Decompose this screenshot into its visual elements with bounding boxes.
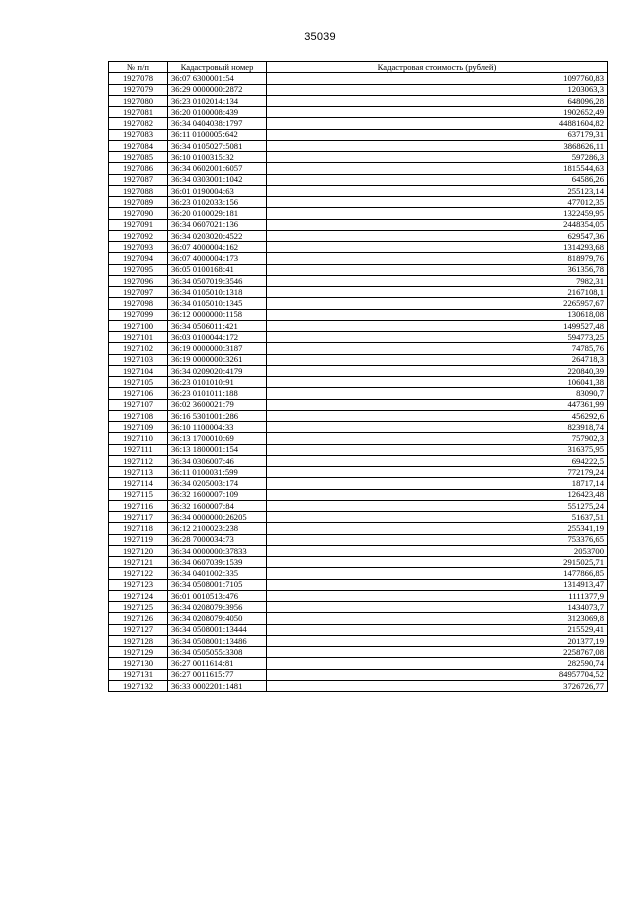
- row-number-cell: 1927115: [109, 489, 168, 500]
- cadastral-value-cell: 551275,24: [267, 500, 608, 511]
- table-row: [109, 287, 608, 298]
- cadastral-value-cell: 694222,5: [267, 455, 608, 466]
- cadastral-value-cell: 456292,6: [267, 410, 608, 421]
- table-row: [109, 455, 608, 466]
- row-number-cell: 1927126: [109, 613, 168, 624]
- table-row: [109, 140, 608, 151]
- table-row: [109, 523, 608, 534]
- cadastral-number-cell: 36:34 0602001:6057: [168, 163, 267, 174]
- table-row: [109, 95, 608, 106]
- cadastral-value-cell: 637179,31: [267, 129, 608, 140]
- cadastral-number-cell: 36:34 0607021:136: [168, 219, 267, 230]
- cadastral-number-cell: 36:28 7000034:73: [168, 534, 267, 545]
- row-number-cell: 1927120: [109, 545, 168, 556]
- row-number-cell: 1927080: [109, 95, 168, 106]
- table-row: [109, 208, 608, 219]
- row-number-cell: 1927079: [109, 84, 168, 95]
- cadastral-value-cell: 84957704,52: [267, 669, 608, 680]
- cadastral-number-cell: 36:01 0010513:476: [168, 590, 267, 601]
- table-row: [109, 129, 608, 140]
- cadastral-number-cell: 36:27 0011614:81: [168, 658, 267, 669]
- table-row: [109, 298, 608, 309]
- cadastral-value-cell: 316375,95: [267, 444, 608, 455]
- page-number: 35039: [304, 31, 336, 43]
- table-row: [109, 489, 608, 500]
- cadastral-number-cell: 36:20 0100008:439: [168, 107, 267, 118]
- table-row: [109, 557, 608, 568]
- cadastral-number-cell: 36:34 0105010:1345: [168, 298, 267, 309]
- cadastral-number-cell: 36:34 0508001:13444: [168, 624, 267, 635]
- table-row: [109, 197, 608, 208]
- cadastral-number-cell: 36:23 0102014:134: [168, 95, 267, 106]
- row-number-cell: 1927111: [109, 444, 168, 455]
- cadastral-number-cell: 36:10 0100315:32: [168, 152, 267, 163]
- cadastral-value-cell: 51637,51: [267, 512, 608, 523]
- table-row: [109, 377, 608, 388]
- table-row: [109, 512, 608, 523]
- cadastral-number-cell: 36:05 0100168:41: [168, 264, 267, 275]
- cadastral-value-cell: 3726726,77: [267, 680, 608, 691]
- row-number-cell: 1927125: [109, 602, 168, 613]
- table-row: [109, 163, 608, 174]
- cadastral-value-cell: 130618,08: [267, 309, 608, 320]
- row-number-cell: 1927078: [109, 73, 168, 84]
- row-number-cell: 1927106: [109, 388, 168, 399]
- cadastral-value-cell: 106041,38: [267, 377, 608, 388]
- cadastral-value-cell: 447361,99: [267, 399, 608, 410]
- table-row: [109, 624, 608, 635]
- cadastral-value-cell: 597286,3: [267, 152, 608, 163]
- table-row: [109, 602, 608, 613]
- table-row: [109, 275, 608, 286]
- row-number-cell: 1927099: [109, 309, 168, 320]
- cadastral-value-cell: 823918,74: [267, 422, 608, 433]
- cadastral-value-cell: 1434073,7: [267, 602, 608, 613]
- table-row: [109, 410, 608, 421]
- cadastral-number-cell: 36:19 0000000:3187: [168, 343, 267, 354]
- cadastral-value-table: [108, 61, 608, 692]
- row-number-cell: 1927081: [109, 107, 168, 118]
- cadastral-value-cell: 772179,24: [267, 467, 608, 478]
- cadastral-number-cell: 36:20 0100029:181: [168, 208, 267, 219]
- cadastral-number-cell: 36:34 0105027:5081: [168, 140, 267, 151]
- table-row: [109, 242, 608, 253]
- row-number-cell: 1927094: [109, 253, 168, 264]
- row-number-cell: 1927114: [109, 478, 168, 489]
- header-row: [109, 62, 608, 73]
- row-number-cell: 1927090: [109, 208, 168, 219]
- table-header: [109, 62, 608, 73]
- row-number-cell: 1927087: [109, 174, 168, 185]
- cadastral-value-cell: 18717,14: [267, 478, 608, 489]
- cadastral-value-cell: 2448354,05: [267, 219, 608, 230]
- cadastral-number-cell: 36:32 1600007:109: [168, 489, 267, 500]
- cadastral-number-cell: 36:34 0203020:4522: [168, 230, 267, 241]
- row-number-cell: 1927093: [109, 242, 168, 253]
- cadastral-value-cell: 1203063,3: [267, 84, 608, 95]
- row-number-cell: 1927098: [109, 298, 168, 309]
- cadastral-value-cell: 2915025,71: [267, 557, 608, 568]
- cadastral-value-cell: 1499527,48: [267, 320, 608, 331]
- row-number-cell: 1927113: [109, 467, 168, 478]
- table-row: [109, 73, 608, 84]
- cadastral-value-cell: 7982,31: [267, 275, 608, 286]
- cadastral-number-cell: 36:02 3600021:79: [168, 399, 267, 410]
- cadastral-number-cell: 36:07 6300001:54: [168, 73, 267, 84]
- table-row: [109, 500, 608, 511]
- cadastral-value-cell: 818979,76: [267, 253, 608, 264]
- cadastral-value-cell: 648096,28: [267, 95, 608, 106]
- cadastral-number-cell: 36:13 1700010:69: [168, 433, 267, 444]
- row-number-cell: 1927128: [109, 635, 168, 646]
- cadastral-number-cell: 36:34 0209020:4179: [168, 365, 267, 376]
- cadastral-number-cell: 36:03 0100044:172: [168, 332, 267, 343]
- cadastral-number-cell: 36:01 0190004:63: [168, 185, 267, 196]
- cadastral-value-cell: 757902,3: [267, 433, 608, 444]
- table-row: [109, 264, 608, 275]
- cadastral-number-cell: 36:34 0306007:46: [168, 455, 267, 466]
- table-row: [109, 613, 608, 624]
- cadastral-value-cell: 629547,36: [267, 230, 608, 241]
- table-row: [109, 399, 608, 410]
- cadastral-value-cell: 477012,35: [267, 197, 608, 208]
- row-number-cell: 1927101: [109, 332, 168, 343]
- cadastral-value-cell: 220840,39: [267, 365, 608, 376]
- row-number-cell: 1927084: [109, 140, 168, 151]
- cadastral-value-cell: 1815544,63: [267, 163, 608, 174]
- row-number-cell: 1927131: [109, 669, 168, 680]
- cadastral-value-cell: 201377,19: [267, 635, 608, 646]
- table-row: [109, 545, 608, 556]
- cadastral-value-cell: 74785,76: [267, 343, 608, 354]
- row-number-cell: 1927123: [109, 579, 168, 590]
- row-number-cell: 1927130: [109, 658, 168, 669]
- row-number-cell: 1927095: [109, 264, 168, 275]
- cadastral-number-cell: 36:29 0000000:2872: [168, 84, 267, 95]
- table-row: [109, 388, 608, 399]
- cadastral-number-cell: 36:23 0101010:91: [168, 377, 267, 388]
- row-number-cell: 1927103: [109, 354, 168, 365]
- cadastral-number-cell: 36:34 0508001:7105: [168, 579, 267, 590]
- table-row: [109, 84, 608, 95]
- row-number-cell: 1927118: [109, 523, 168, 534]
- table-row: [109, 669, 608, 680]
- table-row: [109, 354, 608, 365]
- cadastral-value-cell: 83090,7: [267, 388, 608, 399]
- row-number-cell: 1927109: [109, 422, 168, 433]
- cadastral-value-cell: 594773,25: [267, 332, 608, 343]
- cadastral-value-cell: 255123,14: [267, 185, 608, 196]
- row-number-cell: 1927100: [109, 320, 168, 331]
- cadastral-number-cell: 36:07 4000004:162: [168, 242, 267, 253]
- cadastral-number-cell: 36:27 0011615:77: [168, 669, 267, 680]
- table-body: [109, 73, 608, 692]
- cadastral-number-cell: 36:34 0208079:4050: [168, 613, 267, 624]
- row-number-cell: 1927105: [109, 377, 168, 388]
- table-row: [109, 118, 608, 129]
- cadastral-number-cell: 36:07 4000004:173: [168, 253, 267, 264]
- cadastral-number-cell: 36:34 0506011:421: [168, 320, 267, 331]
- cadastral-number-cell: 36:34 0000000:37833: [168, 545, 267, 556]
- row-number-cell: 1927117: [109, 512, 168, 523]
- cadastral-number-cell: 36:11 0100031:599: [168, 467, 267, 478]
- row-number-cell: 1927110: [109, 433, 168, 444]
- cadastral-value-cell: 126423,48: [267, 489, 608, 500]
- row-number-cell: 1927089: [109, 197, 168, 208]
- table-row: [109, 422, 608, 433]
- table-row: [109, 467, 608, 478]
- cadastral-value-cell: 64586,26: [267, 174, 608, 185]
- cadastral-value-cell: 2167108,1: [267, 287, 608, 298]
- cadastral-value-cell: 1097760,83: [267, 73, 608, 84]
- cadastral-number-cell: 36:13 1800001:154: [168, 444, 267, 455]
- row-number-cell: 1927082: [109, 118, 168, 129]
- cadastral-value-cell: 3123069,8: [267, 613, 608, 624]
- cadastral-value-cell: 1902652,49: [267, 107, 608, 118]
- cadastral-value-cell: 3868626,11: [267, 140, 608, 151]
- cadastral-value-cell: 1314293,68: [267, 242, 608, 253]
- table-row: [109, 332, 608, 343]
- table-row: [109, 230, 608, 241]
- table-row: [109, 647, 608, 658]
- table-row: [109, 658, 608, 669]
- column-header-row-number: № п/п: [109, 62, 168, 73]
- row-number-cell: 1927091: [109, 219, 168, 230]
- row-number-cell: 1927116: [109, 500, 168, 511]
- table-row: [109, 680, 608, 691]
- cadastral-value-cell: 361356,78: [267, 264, 608, 275]
- table-row: [109, 253, 608, 264]
- cadastral-value-cell: 1111377,9: [267, 590, 608, 601]
- cadastral-value-cell: 215529,41: [267, 624, 608, 635]
- table-row: [109, 365, 608, 376]
- table-row: [109, 152, 608, 163]
- cadastral-number-cell: 36:34 0000000:26205: [168, 512, 267, 523]
- table-row: [109, 478, 608, 489]
- row-number-cell: 1927088: [109, 185, 168, 196]
- row-number-cell: 1927107: [109, 399, 168, 410]
- cadastral-number-cell: 36:34 0507019:3546: [168, 275, 267, 286]
- cadastral-number-cell: 36:34 0205003:174: [168, 478, 267, 489]
- table-row: [109, 433, 608, 444]
- cadastral-value-cell: 2053700: [267, 545, 608, 556]
- row-number-cell: 1927112: [109, 455, 168, 466]
- table-row: [109, 590, 608, 601]
- cadastral-number-cell: 36:34 0607039:1539: [168, 557, 267, 568]
- cadastral-value-cell: 2258767,08: [267, 647, 608, 658]
- cadastral-value-cell: 255341,19: [267, 523, 608, 534]
- cadastral-number-cell: 36:11 0100005:642: [168, 129, 267, 140]
- cadastral-value-cell: 1477866,85: [267, 568, 608, 579]
- table-row: [109, 534, 608, 545]
- cadastral-value-cell: 2265957,67: [267, 298, 608, 309]
- row-number-cell: 1927124: [109, 590, 168, 601]
- table-row: [109, 579, 608, 590]
- row-number-cell: 1927083: [109, 129, 168, 140]
- table-row: [109, 107, 608, 118]
- column-header-cadastral-number: Кадастровый номер: [168, 62, 267, 73]
- row-number-cell: 1927127: [109, 624, 168, 635]
- cadastral-number-cell: 36:34 0303001:1042: [168, 174, 267, 185]
- cadastral-number-cell: 36:34 0404038:1797: [168, 118, 267, 129]
- row-number-cell: 1927102: [109, 343, 168, 354]
- column-header-cadastral-value: Кадастровая стоимость (рублей): [267, 62, 608, 73]
- cadastral-number-cell: 36:34 0508001:13486: [168, 635, 267, 646]
- table-row: [109, 185, 608, 196]
- row-number-cell: 1927096: [109, 275, 168, 286]
- table-row: [109, 219, 608, 230]
- table-row: [109, 343, 608, 354]
- row-number-cell: 1927122: [109, 568, 168, 579]
- cadastral-value-cell: 1322459,95: [267, 208, 608, 219]
- row-number-cell: 1927104: [109, 365, 168, 376]
- cadastral-number-cell: 36:19 0000000:3261: [168, 354, 267, 365]
- row-number-cell: 1927086: [109, 163, 168, 174]
- cadastral-number-cell: 36:16 5301001:286: [168, 410, 267, 421]
- cadastral-number-cell: 36:10 1100004:33: [168, 422, 267, 433]
- cadastral-value-cell: 753376,65: [267, 534, 608, 545]
- row-number-cell: 1927108: [109, 410, 168, 421]
- cadastral-value-cell: 264718,3: [267, 354, 608, 365]
- cadastral-number-cell: 36:12 0000000:1158: [168, 309, 267, 320]
- table-row: [109, 444, 608, 455]
- row-number-cell: 1927097: [109, 287, 168, 298]
- table-row: [109, 635, 608, 646]
- cadastral-number-cell: 36:34 0208079:3956: [168, 602, 267, 613]
- cadastral-number-cell: 36:34 0401002:335: [168, 568, 267, 579]
- cadastral-number-cell: 36:23 0101011:188: [168, 388, 267, 399]
- row-number-cell: 1927092: [109, 230, 168, 241]
- cadastral-number-cell: 36:32 1600007:84: [168, 500, 267, 511]
- cadastral-value-cell: 282590,74: [267, 658, 608, 669]
- row-number-cell: 1927132: [109, 680, 168, 691]
- row-number-cell: 1927119: [109, 534, 168, 545]
- cadastral-value-cell: 1314913,47: [267, 579, 608, 590]
- cadastral-number-cell: 36:12 2100023:238: [168, 523, 267, 534]
- cadastral-number-cell: 36:34 0105010:1318: [168, 287, 267, 298]
- row-number-cell: 1927085: [109, 152, 168, 163]
- table-row: [109, 309, 608, 320]
- cadastral-number-cell: 36:34 0505055:3308: [168, 647, 267, 658]
- table-row: [109, 568, 608, 579]
- table-row: [109, 320, 608, 331]
- table-row: [109, 174, 608, 185]
- cadastral-number-cell: 36:33 0002201:1481: [168, 680, 267, 691]
- row-number-cell: 1927121: [109, 557, 168, 568]
- cadastral-number-cell: 36:23 0102033:156: [168, 197, 267, 208]
- cadastral-value-cell: 44881604,82: [267, 118, 608, 129]
- row-number-cell: 1927129: [109, 647, 168, 658]
